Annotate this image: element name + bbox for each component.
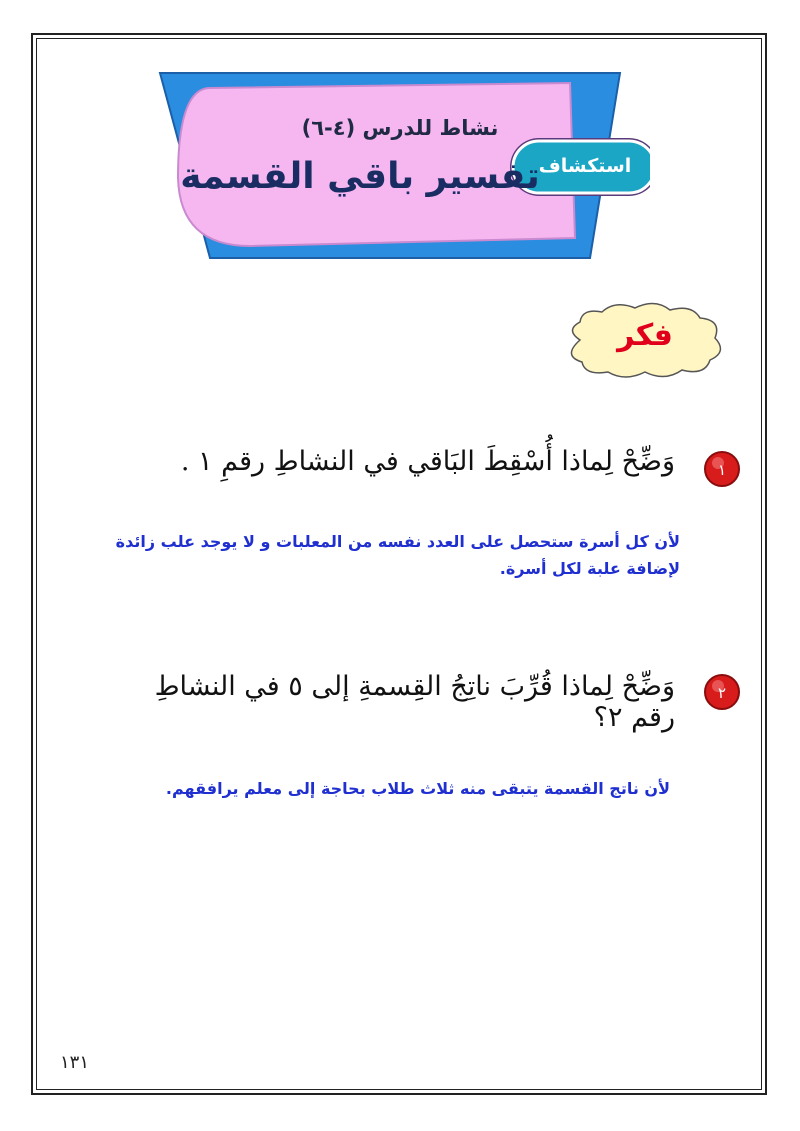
explore-badge: استكشاف <box>538 155 632 177</box>
lesson-banner <box>150 68 650 268</box>
question-1-answer: لأن كل أسرة ستحصل على العدد نفسه من المعلبات و لا يوجد علب زائدة لإضافة علبة لكل أسرة. <box>115 532 680 578</box>
page-title: تفسير باقي القسمة <box>180 156 540 197</box>
question-1-number-icon <box>703 450 741 488</box>
question-2-text: وَضِّحْ لِماذا قُرِّبَ ناتِجُ القِسمةِ إلى ٥ في النشاطِ رقم ٢؟ <box>154 671 675 733</box>
page-number: ١٣١ <box>60 1052 90 1073</box>
svg-text:٢: ٢ <box>717 684 727 702</box>
question-1-text: وَضِّحْ لِماذا أُسْقِطَ البَاقي في النشاطِ رقمِ ١ . <box>180 446 675 477</box>
question-2-number-icon <box>703 673 741 711</box>
think-label: فكر <box>617 318 673 353</box>
activity-label: نشاط للدرس (٤-٦) <box>301 116 499 140</box>
svg-text:١: ١ <box>717 461 727 479</box>
question-2-answer: لأن ناتج القسمة يتبقى منه ثلاث طلاب بحاجة إلى معلم يرافقهم. <box>165 779 670 798</box>
